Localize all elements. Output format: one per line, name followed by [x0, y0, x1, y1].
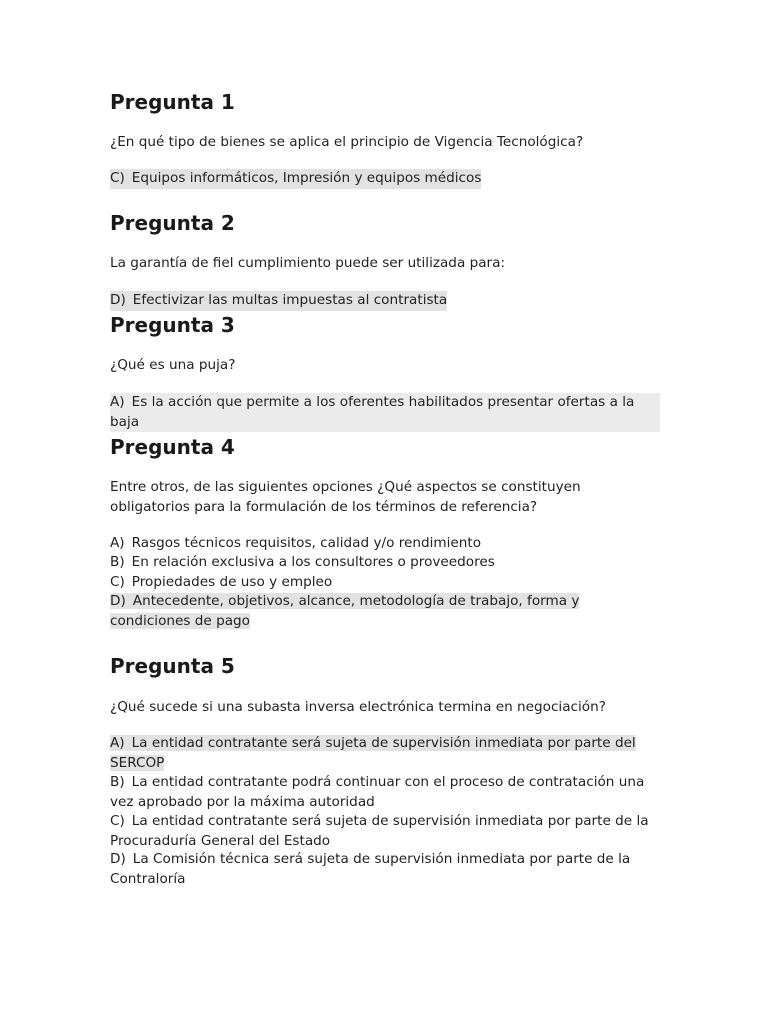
- question-4-option-d: [110, 592, 630, 631]
- option-letter: D): [110, 593, 126, 609]
- option-letter: D): [110, 851, 126, 867]
- option-text: La Comisión técnica será sujeta de supervisión inmediata por parte de la Contraloría: [110, 851, 631, 887]
- option-text: Rasgos técnicos requisitos, calidad y/o rendimiento: [131, 535, 482, 551]
- question-4-option-c: [110, 573, 332, 593]
- option-letter: C): [110, 574, 125, 590]
- question-3-option-a: [110, 393, 660, 432]
- option-letter: A): [110, 535, 125, 551]
- option-text: Equipos informáticos, Impresión y equipos médicos: [131, 170, 482, 186]
- question-4-title: Pregunta 4: [110, 435, 235, 459]
- option-text: La entidad contratante será sujeta de supervisión inmediata por parte de la Procuraduría General del Estado: [110, 813, 649, 849]
- option-letter: A): [110, 394, 125, 410]
- option-text: En relación exclusiva a los consultores o proveedores: [131, 554, 495, 570]
- option-text: Antecedente, objetivos, alcance, metodología de trabajo, forma y condiciones de pago: [110, 593, 580, 629]
- option-letter: C): [110, 170, 125, 186]
- option-letter: D): [110, 292, 126, 308]
- question-1-title: Pregunta 1: [110, 90, 235, 114]
- option-text: La entidad contratante podrá continuar con el proceso de contratación una vez aprobado por la máxima autoridad: [110, 774, 645, 810]
- option-letter: C): [110, 813, 125, 829]
- question-5-option-b: [110, 773, 662, 812]
- option-letter: B): [110, 774, 125, 790]
- question-4-text: Entre otros, de las siguientes opciones ¿Qué aspectos se constituyen obligatorios para la formulación de los términos de referencia?: [110, 479, 581, 515]
- option-letter: A): [110, 735, 125, 751]
- question-1-option-c: [110, 169, 481, 189]
- question-2-title: Pregunta 2: [110, 211, 235, 235]
- question-5-title: Pregunta 5: [110, 654, 235, 678]
- question-3-title: Pregunta 3: [110, 313, 235, 337]
- question-2-option-d: [110, 291, 447, 311]
- question-4-option-a: [110, 534, 481, 554]
- option-text: La entidad contratante será sujeta de supervisión inmediata por parte del SERCOP: [110, 735, 636, 771]
- question-5-option-d: [110, 850, 662, 889]
- option-text: Efectivizar las multas impuestas al contratista: [132, 292, 448, 308]
- question-5-text: ¿Qué sucede si una subasta inversa electrónica termina en negociación?: [110, 699, 606, 715]
- question-2-text: La garantía de fiel cumplimiento puede ser utilizada para:: [110, 255, 506, 271]
- question-5-option-a: [110, 734, 662, 773]
- question-5-option-c: [110, 812, 662, 851]
- question-4-option-b: [110, 553, 495, 573]
- question-3-text: ¿Qué es una puja?: [110, 357, 236, 373]
- option-text: Es la acción que permite a los oferentes habilitados presentar ofertas a la baja: [110, 394, 635, 430]
- option-text: Propiedades de uso y empleo: [131, 574, 333, 590]
- question-1-text: ¿En qué tipo de bienes se aplica el principio de Vigencia Tecnológica?: [110, 134, 584, 150]
- option-letter: B): [110, 554, 125, 570]
